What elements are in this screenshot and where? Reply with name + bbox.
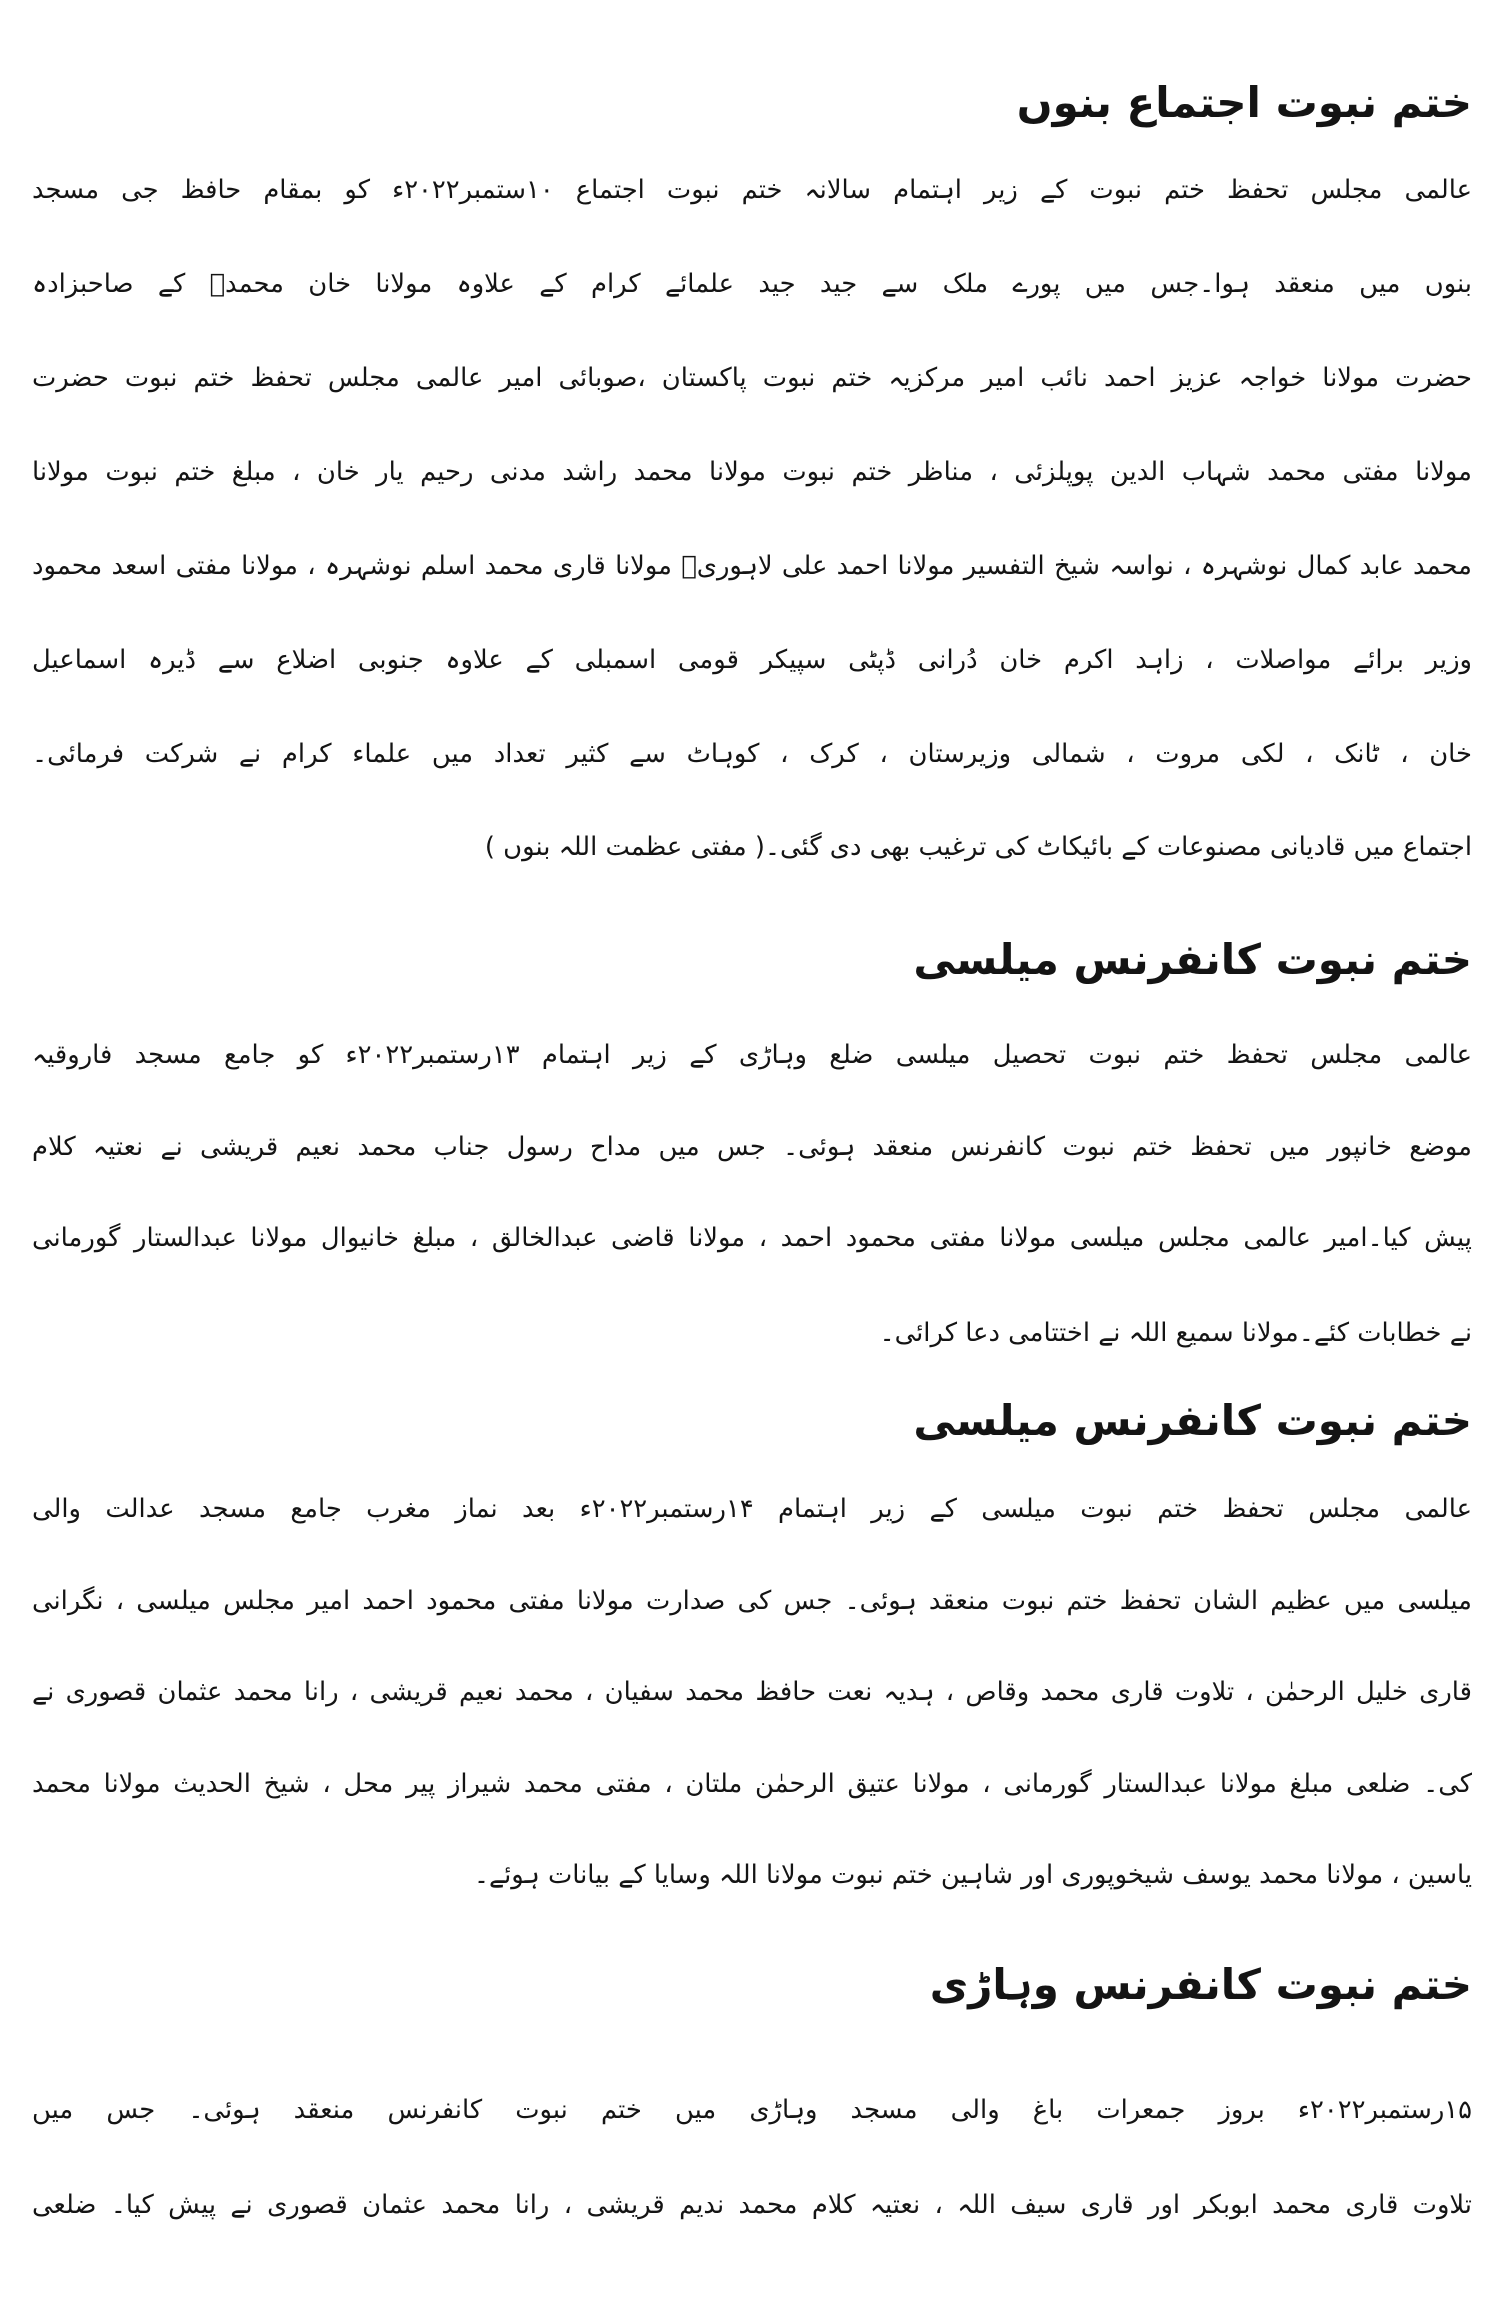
paragraph-line: محمد عابد کمال نوشہرہ ، نواسہ شیخ التفسیر مولانا احمد علی لاہوریؒ مولانا قاری محمد اسلم نوشہرہ ، مولانا مفتی اسعد محمود	[32, 551, 1472, 581]
paragraph-line: عالمی مجلس تحفظ ختم نبوت میلسی کے زیر اہتمام ۱۴رستمبر۲۰۲۲ء بعد نماز مغرب جامع مسجد عدالت والی	[32, 1494, 1472, 1524]
paragraph-line: نے خطابات کئے۔مولانا سمیع اللہ نے اختتامی دعا کرائی۔	[879, 1318, 1472, 1348]
paragraph-line: موضع خانپور میں تحفظ ختم نبوت کانفرنس منعقد ہوئی۔ جس میں مداح رسول جناب محمد نعیم قریشی نے نعتیہ کلام	[32, 1132, 1472, 1162]
section-heading: ختم نبوت کانفرنس وہاڑی	[929, 1960, 1472, 2009]
paragraph-line: کی۔ ضلعی مبلغ مولانا عبدالستار گورمانی ، مولانا عتیق الرحمٰن ملتان ، مفتی محمد شیراز پیر محل ، شیخ الحدیث مولانا محمد	[32, 1769, 1472, 1799]
paragraph-line: قاری خلیل الرحمٰن ، تلاوت قاری محمد وقاص ، ہدیہ نعت حافظ محمد سفیان ، محمد نعیم قریشی ، رانا محمد عثمان قصوری نے	[32, 1677, 1472, 1707]
paragraph-line: مولانا مفتی محمد شہاب الدین پوپلزئی ، مناظر ختم نبوت مولانا محمد راشد مدنی رحیم یار خان ، مبلغ ختم نبوت مولانا	[32, 457, 1472, 487]
paragraph-line: پیش کیا۔امیر عالمی مجلس میلسی مولانا مفتی محمود احمد ، مولانا قاضی عبدالخالق ، مبلغ خانیوال مولانا عبدالستار گورمانی	[32, 1223, 1472, 1253]
paragraph-line: عالمی مجلس تحفظ ختم نبوت کے زیر اہتمام سالانہ ختم نبوت اجتماع ۱۰ستمبر۲۰۲۲ء کو بمقام حافظ جی مسجد	[32, 175, 1472, 205]
paragraph-line: ۱۵رستمبر۲۰۲۲ء بروز جمعرات باغ والی مسجد وہاڑی میں ختم نبوت کانفرنس منعقد ہوئی۔ جس میں	[32, 2095, 1472, 2125]
paragraph-line: عالمی مجلس تحفظ ختم نبوت تحصیل میلسی ضلع وہاڑی کے زیر اہتمام ۱۳رستمبر۲۰۲۲ء کو جامع مسجد فاروقیہ	[32, 1040, 1472, 1070]
paragraph-line: تلاوت قاری محمد ابوبکر اور قاری سیف اللہ ، نعتیہ کلام محمد ندیم قریشی ، رانا محمد عثمان قصوری نے پیش کیا۔ ضلعی	[32, 2190, 1472, 2220]
section-heading: ختم نبوت کانفرنس میلسی	[913, 935, 1472, 984]
paragraph-line: حضرت مولانا خواجہ عزیز احمد نائب امیر مرکزیہ ختم نبوت پاکستان ،صوبائی امیر عالمی مجلس تحفظ ختم نبوت حضرت	[32, 363, 1472, 393]
paragraph-line: یاسین ، مولانا محمد یوسف شیخوپوری اور شاہین ختم نبوت مولانا اللہ وسایا کے بیانات ہوئے۔	[473, 1860, 1472, 1890]
paragraph-line: اجتماع میں قادیانی مصنوعات کے بائیکاٹ کی ترغیب بھی دی گئی۔( مفتی عظمت اللہ بنوں )	[484, 832, 1472, 862]
paragraph-line: بنوں میں منعقد ہوا۔جس میں پورے ملک سے جید جید علمائے کرام کے علاوہ مولانا خان محمدؒ کے صاحبزادہ	[32, 269, 1472, 299]
paragraph-line: خان ، ٹانک ، لکی مروت ، شمالی وزیرستان ، کرک ، کوہاٹ سے کثیر تعداد میں علماء کرام نے شرکت فرمائی۔	[32, 739, 1472, 769]
section-heading: ختم نبوت اجتماع بنوں	[1016, 78, 1472, 127]
paragraph-line: میلسی میں عظیم الشان تحفظ ختم نبوت منعقد ہوئی۔ جس کی صدارت مولانا مفتی محمود احمد امیر مجلس میلسی ، نگرانی	[32, 1586, 1472, 1616]
section-heading: ختم نبوت کانفرنس میلسی	[913, 1396, 1472, 1445]
paragraph-line: وزیر برائے مواصلات ، زاہد اکرم خان دُرانی ڈپٹی سپیکر قومی اسمبلی کے علاوہ جنوبی اضلاع سے ڈیرہ اسماعیل	[32, 645, 1472, 675]
